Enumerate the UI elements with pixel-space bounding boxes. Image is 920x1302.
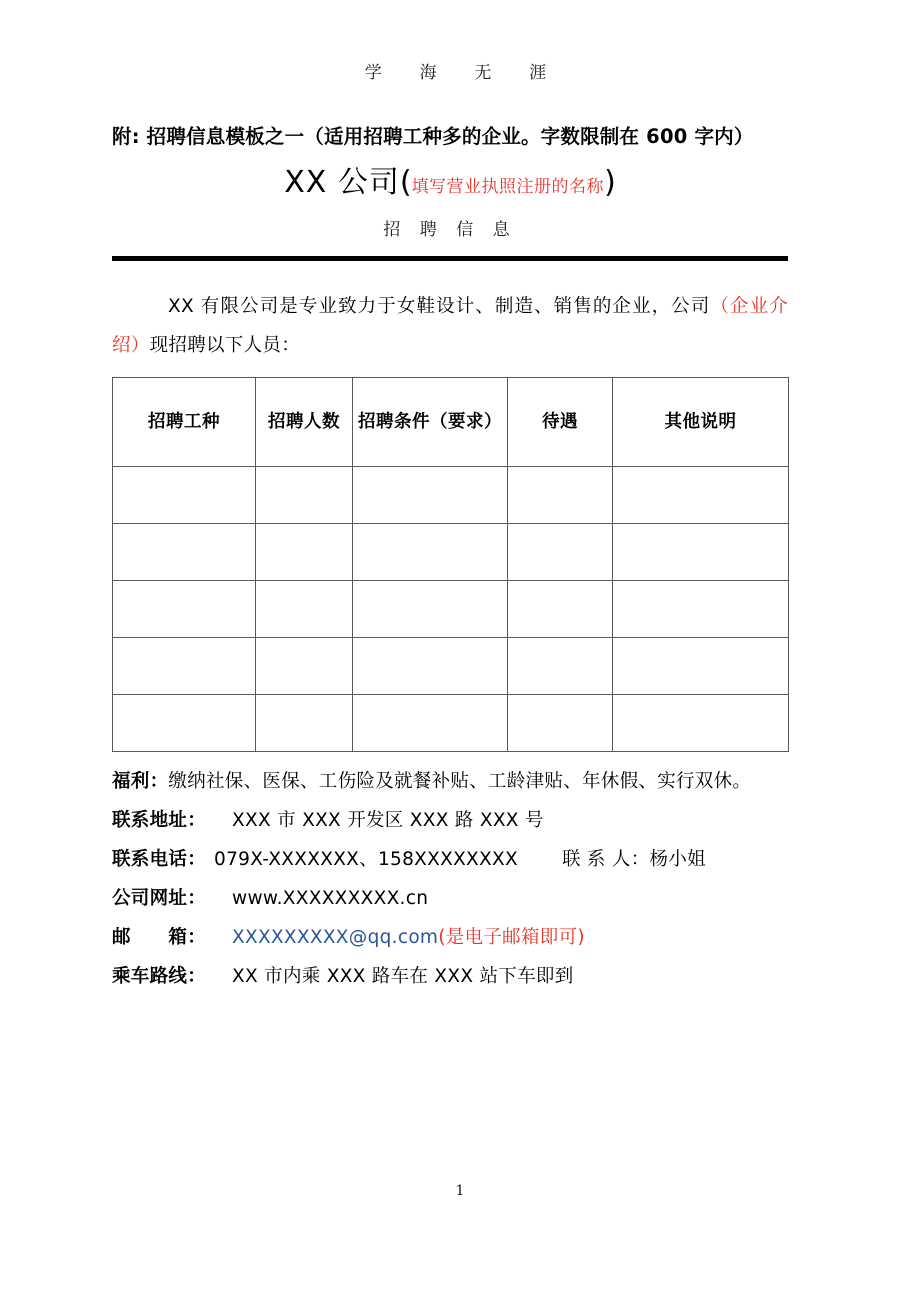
phone-value: 079X-XXXXXXX、158XXXXXXXX (214, 849, 518, 870)
intro-red-note: （企业介绍） (112, 296, 788, 356)
address-label: 联系地址 (112, 810, 188, 831)
cell-compensation[interactable] (508, 638, 613, 695)
company-paren-close: ) (604, 165, 616, 200)
cell-job-type[interactable] (113, 638, 256, 695)
page-number: 1 (455, 1183, 465, 1199)
column-header-compensation: 待遇 (508, 378, 613, 467)
column-header-requirements: 招聘条件（要求） (353, 378, 508, 467)
table-header-row (113, 378, 789, 467)
website-colon: ： (187, 888, 207, 909)
cell-compensation[interactable] (508, 467, 613, 524)
cell-job-type[interactable] (113, 467, 256, 524)
cell-compensation[interactable] (508, 695, 613, 752)
company-paren-open: ( (399, 165, 412, 200)
website-line (112, 879, 788, 918)
address-colon: ： (187, 810, 207, 831)
benefits-value: 缴纳社保、医保、工伤险及就餐补贴、工龄津贴、年休假、实行双休。 (168, 771, 752, 792)
email-line (112, 918, 788, 957)
company-name-hint: 填写营业执照注册的名称 (411, 177, 605, 197)
route-colon: ： (187, 966, 207, 987)
address-line (112, 801, 788, 840)
company-title-line (112, 161, 788, 209)
column-header-other-notes: 其他说明 (613, 378, 789, 467)
cell-other-notes[interactable] (613, 638, 789, 695)
cell-job-type[interactable] (113, 695, 256, 752)
intro-text-after: 现招聘以下人员： (149, 335, 301, 356)
cell-headcount[interactable] (256, 638, 353, 695)
contact-info-block (112, 762, 788, 996)
contact-person-label: 联 系 人： (561, 849, 650, 870)
benefits-label: 福利： (112, 771, 169, 792)
cell-headcount[interactable] (256, 695, 353, 752)
document-content (112, 118, 788, 996)
table-row (113, 467, 789, 524)
address-value: XXX 市 XXX 开发区 XXX 路 XXX 号 (232, 810, 544, 831)
cell-other-notes[interactable] (613, 467, 789, 524)
email-label: 邮 箱： (112, 927, 207, 948)
header-divider (112, 256, 788, 261)
cell-headcount[interactable] (256, 581, 353, 638)
cell-compensation[interactable] (508, 581, 613, 638)
benefits-line (112, 762, 788, 801)
cell-other-notes[interactable] (613, 524, 789, 581)
cell-job-type[interactable] (113, 581, 256, 638)
cell-job-type[interactable] (113, 524, 256, 581)
cell-other-notes[interactable] (613, 695, 789, 752)
phone-line (112, 840, 788, 879)
cell-headcount[interactable] (256, 467, 353, 524)
cell-requirements[interactable] (353, 695, 508, 752)
cell-headcount[interactable] (256, 524, 353, 581)
cell-requirements[interactable] (353, 581, 508, 638)
cell-requirements[interactable] (353, 638, 508, 695)
table-row (113, 695, 789, 752)
table-row (113, 638, 789, 695)
phone-label: 联系电话 (112, 849, 188, 870)
recruitment-table (112, 377, 789, 752)
email-value[interactable]: XXXXXXXXX@qq.com (232, 927, 439, 948)
cell-requirements[interactable] (353, 524, 508, 581)
column-header-job-type: 招聘工种 (113, 378, 256, 467)
document-subtitle: 招 聘 信 息 (383, 220, 517, 240)
website-label: 公司网址 (112, 888, 188, 909)
cell-compensation[interactable] (508, 524, 613, 581)
route-value: XX 市内乘 XXX 路车在 XXX 站下车即到 (232, 966, 574, 987)
contact-person-value: 杨小姐 (649, 849, 706, 870)
table-row (113, 524, 789, 581)
intro-paragraph (112, 287, 788, 365)
intro-text-before: XX 有限公司是专业致力于女鞋设计、制造、销售的企业，公司 (168, 296, 711, 317)
phone-colon: ： (187, 849, 207, 870)
page-title: 附: 招聘信息模板之一（适用招聘工种多的企业。字数限制在 600 字内） (112, 125, 754, 148)
email-note: (是电子邮箱即可) (438, 927, 585, 948)
table-row (113, 581, 789, 638)
running-header: 学 海 无 涯 (364, 63, 556, 83)
cell-requirements[interactable] (353, 467, 508, 524)
column-header-headcount: 招聘人数 (256, 378, 353, 467)
route-label: 乘车路线 (112, 966, 188, 987)
cell-other-notes[interactable] (613, 581, 789, 638)
website-value[interactable]: www.XXXXXXXXX.cn (232, 888, 429, 909)
route-line (112, 957, 788, 996)
company-name: XX 公司 (284, 165, 400, 200)
